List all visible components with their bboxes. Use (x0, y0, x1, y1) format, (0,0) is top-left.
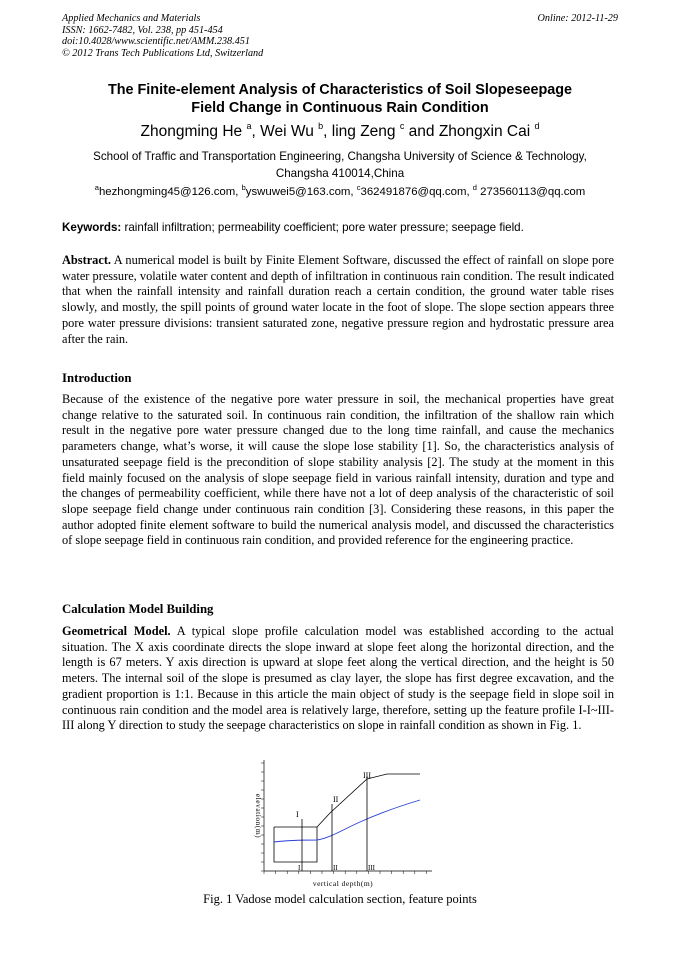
paper-title (62, 82, 618, 117)
copyright-line: © 2012 Trans Tech Publications Ltd, Switzerland (62, 47, 264, 59)
introduction-heading: Introduction (62, 371, 132, 385)
author-1-mark: a (246, 121, 252, 131)
geometrical-model-label: Geometrical Model. (62, 624, 171, 638)
title-line-2: Field Change in Continuous Rain Condition (191, 99, 489, 116)
email-1[interactable]: hezhongming45@126.com (98, 186, 236, 198)
excavation-outline (274, 827, 317, 862)
author-3: ling Zeng (331, 123, 396, 140)
email-4-mark: d (472, 183, 477, 192)
keywords (62, 220, 618, 235)
slope-section-figure (250, 756, 436, 890)
email-2[interactable]: yswuwei5@163.com (245, 186, 351, 198)
doi-line: doi:10.4028/www.scientific.net/AMM.238.451 (62, 36, 250, 48)
bottom-label-ii: II (333, 864, 338, 872)
affiliation-line-2: Changsha 410014,China (275, 166, 405, 180)
author-1: Zhongming He (140, 123, 243, 140)
introduction-text: Because of the existence of the negative pore water pressure in soil, the mechanical properties have great change relative to the saturated soil. In continuous rain condition, the infiltration of the shallow rain which result in the negative pore water pressure changed due to the long time rainfall, and cause the mechanics parameters change, what’s worse, it will cause the slope lose stability [1]. So, the characteristics analysis of unsaturated seepage field is the precondition of slope stability analysis [2]. The study at the moment in this field mainly focused on the analysis of slope seepage field in various rainfall intensity, duration and type and the changes of permeability coefficient, while there have not a lot of deep analysis of the characteristic of soil slope seepage field change under continuous rain condition [3]. Considering these reasons, in this paper the author adopted finite element software to build the numerical analysis model, and discussed the characteristics of slope seepage field in continuous rain condition, and provided reference for the engineering practice. (62, 392, 614, 548)
author-sep: , (251, 123, 261, 140)
model-building-heading: Calculation Model Building (62, 602, 214, 616)
abstract-text: A numerical model is built by Finite Element Software, discussed the effect of rainfall on slope pore water pressure, volatile water content and depth of infiltration in continuous rain condition. The result indicated that when the rainfall intensity and rainfall duration reach a certain condition, the ground water table rises slowly, and mostly, the spill points of ground water locate in the foot of slope. The slope section appears three pore water pressure divisions: transient saturated zone, negative pressure region and hydrostatic pressure area after the rain. (62, 253, 614, 346)
author-4-mark: d (534, 121, 540, 131)
bottom-label-iii: III (368, 864, 375, 872)
x-axis-label: vertical depth(m) (312, 879, 374, 888)
y-axis-label: elevation(m) (254, 793, 263, 839)
author-list (62, 122, 618, 141)
email-sep: , (350, 186, 357, 198)
geometrical-model-paragraph (62, 624, 614, 734)
section-label-iii: III (363, 771, 371, 780)
figure-axes (261, 760, 432, 874)
email-sep: , (235, 186, 242, 198)
author-2-mark: b (318, 121, 324, 131)
abstract-label: Abstract. (62, 253, 112, 267)
online-date: Online: 2012-11-29 (537, 13, 618, 24)
author-2: Wei Wu (260, 123, 314, 140)
affiliation-line-1: School of Traffic and Transportation Engineering, Changsha University of Science & Technology, (93, 150, 587, 163)
keywords-label: Keywords: (62, 221, 122, 234)
figure-caption: Fig. 1 Vadose model calculation section, feature points (203, 892, 477, 906)
slope-surface-line (274, 774, 420, 827)
groundwater-table-line (274, 800, 420, 842)
email-1-mark: a (94, 183, 99, 192)
section-label-ii: II (333, 795, 339, 804)
author-3-mark: c (399, 121, 405, 131)
bottom-label-i: I (298, 864, 301, 872)
issn-line: ISSN: 1662-7482, Vol. 238, pp 451-454 (62, 24, 223, 36)
author-sep: , (323, 123, 332, 140)
x-ticks (264, 871, 426, 874)
email-3-mark: c (356, 183, 361, 192)
title-line-1: The Finite-element Analysis of Characteristics of Soil Slopeseepage (107, 82, 573, 98)
email-4[interactable]: 273560113@qq.com (476, 186, 586, 198)
geometrical-model-text: A typical slope profile calculation model was established according to the actual situation. The X axis coordinate directs the slope inward at slope feet along the horizontal direction, and the length is 67 meters. Y axis direction is upward at slope feet along the vertical direction, and the height is 50 meters. The internal soil of the slope is presumed as clay layer, the slope has first degree excavation, and the gradient proportion is 1:1. Because in this article the main object of study is the seepage field in slope soil in continuous rain condition and the model area is relatively large, therefore, setting up the feature profile I-I~III-III along Y direction to study the seepage characteristics on slope in rainfall condition as shown in Fig. 1. (62, 624, 614, 733)
email-list (62, 185, 618, 200)
journal-header (62, 13, 618, 59)
email-sep: , (466, 186, 473, 198)
author-sep: and (404, 123, 439, 140)
section-label-i: I (296, 810, 299, 819)
affiliation (62, 149, 618, 182)
email-3[interactable]: 362491876@qq.com (360, 186, 467, 198)
author-4: Zhongxin Cai (438, 123, 531, 140)
abstract (62, 253, 614, 347)
journal-name: Applied Mechanics and Materials (62, 13, 201, 24)
email-2-mark: b (241, 183, 246, 192)
keywords-text: rainfall infiltration; permeability coefficient; pore water pressure; seepage field. (121, 221, 524, 234)
